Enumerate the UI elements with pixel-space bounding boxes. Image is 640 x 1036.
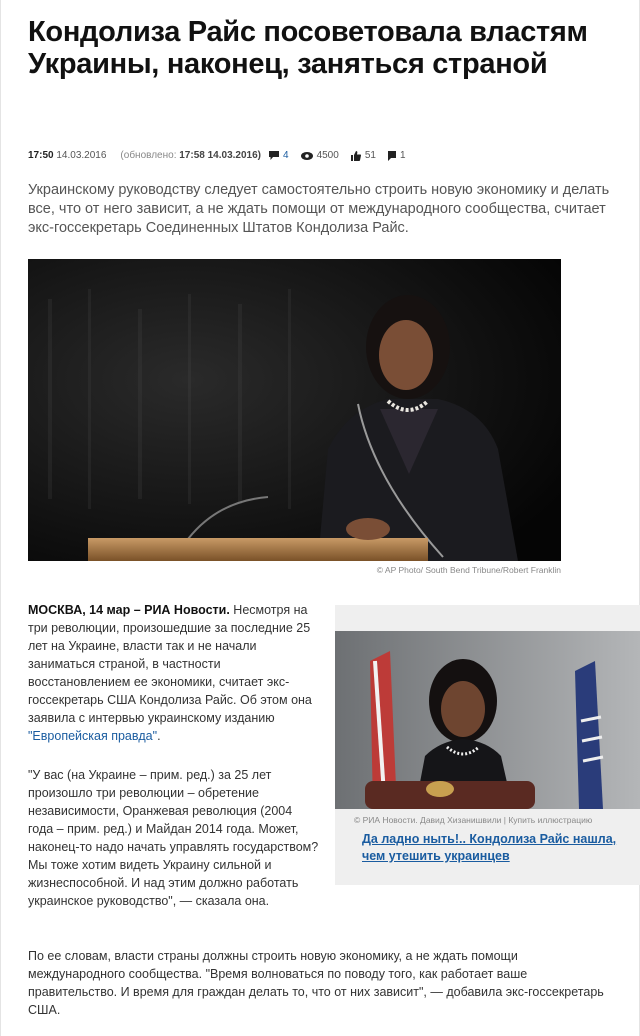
main-photo[interactable]: [28, 259, 561, 561]
comments-count[interactable]: [269, 150, 289, 161]
publish-date: 14.03.2016: [56, 150, 107, 161]
main-photo-credit: © AP Photo/ South Bend Tribune/Robert Franklin: [376, 565, 561, 575]
thumbs-up-icon: [351, 151, 361, 161]
updated-info: [120, 150, 261, 161]
views-count: [301, 150, 339, 161]
eye-icon: [301, 152, 313, 160]
share-icon: [388, 151, 396, 161]
paragraph-1-text: Несмотря на три революции, произошедшие за последние 25 лет на Украине, власти так и не начали заниматься страной, в частности восстановлением ее экономики, считает экс-госсекретарь США Кондолиза Райс. Об этом она заявила с интервью украинскому изданию: [28, 603, 312, 725]
paragraph-3: По ее словам, власти страны должны строить новую экономику, а не ждать помощи международного сообщества. "Время волноваться по поводу того, как работает ваше правительство. И время для граждан делать то, что от них зависит", — добавила экс-госсекретарь США.: [28, 949, 604, 1017]
publish-time: 17:50: [28, 150, 54, 161]
updated-date: 14.03.2016): [207, 150, 261, 161]
related-photo-image: [335, 631, 640, 809]
comments-value: 4: [283, 150, 289, 161]
dateline: МОСКВА, 14 мар – РИА Новости.: [28, 603, 230, 617]
views-value: 4500: [316, 150, 339, 161]
article-lead: Украинскому руководству следует самостоятельно строить новую экономику и делать все, что от него зависит, а не ждать помощи от международного сообщества, считает экс-госсекретарь Соединенных Штатов Кондолиза Райс.: [28, 182, 610, 236]
related-article-card[interactable]: [335, 605, 640, 885]
related-article-link[interactable]: Да ладно ныть!.. Кондолиза Райс нашла, чем утешить украинцев: [362, 832, 617, 863]
article-title: Кондолиза Райс посоветовала властям Украины, наконец, заняться страной: [28, 16, 588, 80]
likes-count[interactable]: [351, 150, 376, 161]
comment-icon: [269, 151, 279, 160]
main-photo-image: [28, 259, 561, 561]
shares-count[interactable]: [388, 150, 406, 161]
paragraph-1-end: .: [157, 729, 161, 743]
shares-value: 1: [399, 150, 406, 161]
related-photo-credit: © РИА Новости. Давид Хизанишвили | Купить иллюстрацию: [354, 815, 593, 825]
paragraph-1: [28, 601, 320, 745]
paragraph-2: "У вас (на Украине – прим. ред.) за 25 лет произошло три революции – обретение независимости, Оранжевая революция (2004 года – прим. ред.) и Майдан 2014 года. Может, наконец-то надо начать управлять государством? Мы тоже хотим видеть Украину сильной и жизнеспособной. И над этим должно работать украинское руководство", — сказала она.: [28, 768, 319, 908]
related-photo[interactable]: [335, 631, 640, 809]
updated-time: 17:58: [179, 150, 205, 161]
source-link[interactable]: "Европейская правда": [28, 729, 158, 743]
article-meta: [28, 150, 406, 161]
updated-prefix: (обновлено:: [120, 150, 177, 161]
likes-value: 51: [364, 150, 376, 161]
